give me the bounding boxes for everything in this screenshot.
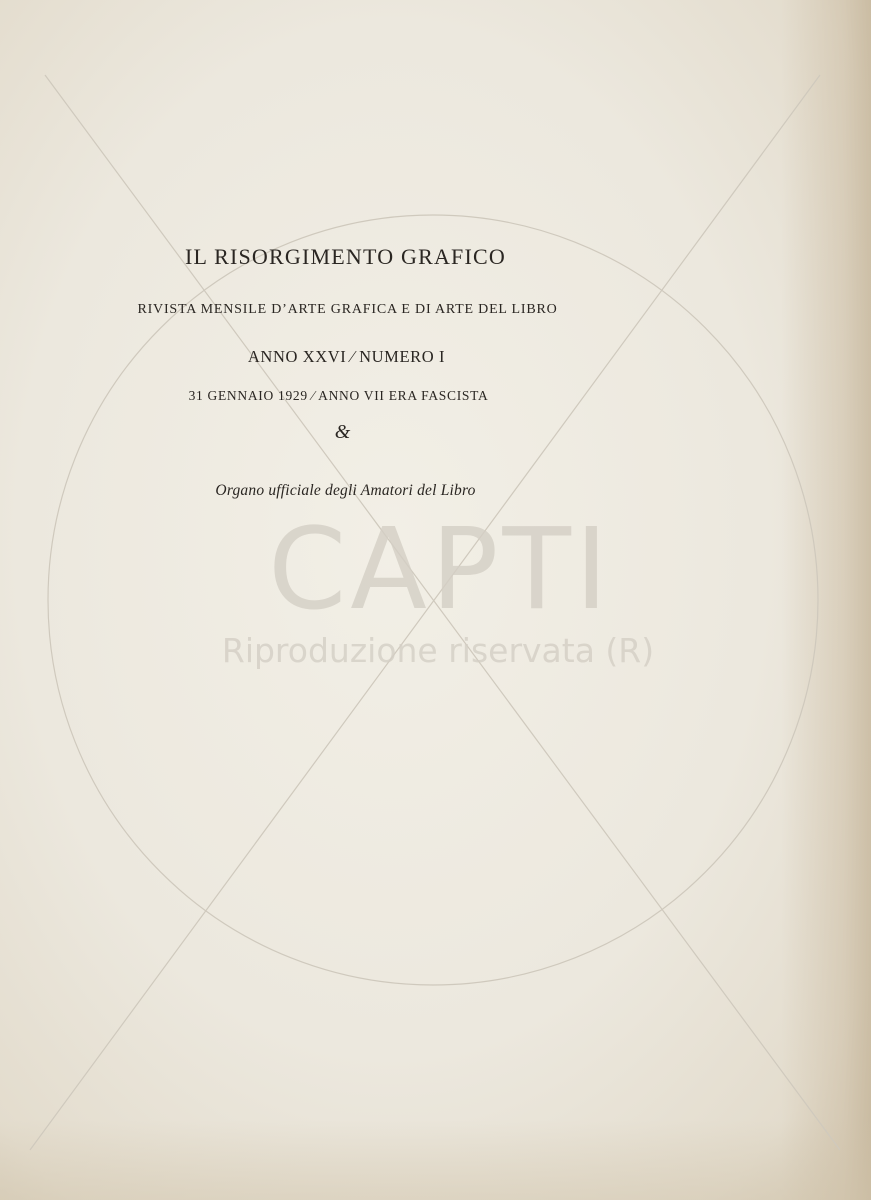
watermark-logo: CAPTI (268, 505, 612, 635)
issue-number: ANNO XXVI ⁄ NUMERO I (247, 347, 446, 366)
magazine-subtitle: RIVISTA MENSILE D’ARTE GRAFICA E DI ARTE DEL LIBRO (137, 302, 558, 317)
ampersand-ornament: & (334, 421, 351, 443)
official-organ-line: Organo ufficiale degli Amatori del Libro (215, 482, 476, 499)
watermark-caption: Riproduzione riservata (R) (221, 631, 655, 670)
issue-date: 31 GENNAIO 1929 ⁄ ANNO VII ERA FASCISTA (188, 388, 489, 403)
magazine-title: IL RISORGIMENTO GRAFICO (185, 244, 506, 269)
